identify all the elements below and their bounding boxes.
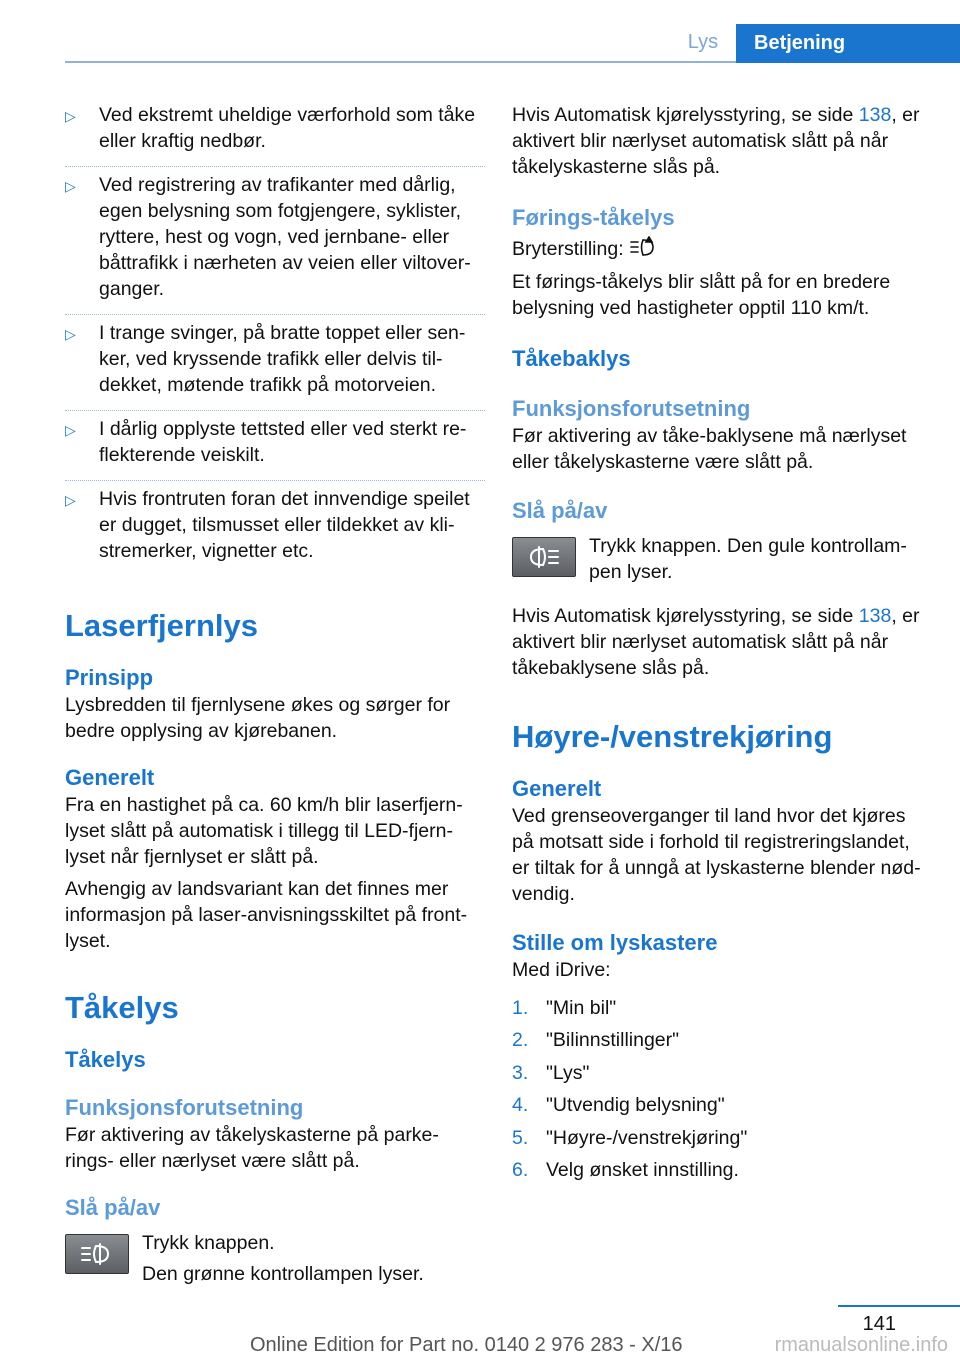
heading-funksjonsforutsetning: Funksjonsforutsetning (65, 1095, 304, 1120)
bryter-line: Bryterstilling: (512, 236, 932, 265)
rear-fog-button-text: Trykk knappen. Den gule kontrollam‐pen lyser. (589, 535, 907, 583)
forings-text: Et førings-tåkelys blir slått på for en bredere belysning ved hastigheter opptil 110 km/t. (512, 271, 891, 319)
footer-rule (838, 1305, 960, 1307)
heading-bak-funksjon: Funksjonsforutsetning (512, 396, 751, 421)
right-column (512, 102, 932, 1189)
list-item: ▷ Ved registrering av trafikanter med dårlig, egen belysning som fotgjengere, syklister, ryttere, hest og vogn, ved jernbane- eller båttrafikk i nærheten av veien eller viltover‐ganger. (65, 172, 485, 310)
list-item: 4. "Utvendig belysning" (512, 1094, 725, 1117)
heading-generelt: Generelt (65, 765, 155, 790)
hv-generelt-text: Ved grenseoverganger til land hvor det kjøres på motsatt side i forhold til registreringslandet, er tiltak for å unngå at lyskasterne blender nød‐vendig. (512, 805, 921, 905)
heading-takebaklys: Tåkebaklys (512, 346, 631, 371)
left-column (65, 102, 485, 1287)
list-item: ▷ I dårlig opplyste tettsted eller ved sterkt re‐flekterende veiskilt. (65, 416, 485, 476)
list-item: ▷ I trange svinger, på bratte toppet eller sen‐ker, ved kryssende trafikk eller delvis til‐dekket, møtende trafikk på motorveien. (65, 320, 485, 406)
triangle-bullet-icon: ▷ (65, 422, 76, 438)
heading-hv-generelt: Generelt (512, 776, 602, 801)
front-fog-button-text: Trykk knappen. Den grønne kontrollampen lyser. (142, 1232, 424, 1285)
heading-slaa-paa-av: Slå på/av (65, 1195, 161, 1220)
bak-funksjon-text: Før aktivering av tåke-baklysene må nærlyset eller tåkelyskasterne være slått på. (512, 425, 907, 473)
list-item: 1. "Min bil" (512, 997, 617, 1019)
rear-fog-light-icon (512, 537, 576, 577)
heading-hoyre-venstre: Høyre-/venstrekjøring (512, 719, 833, 754)
heading-stille-om: Stille om lyskastere (512, 930, 718, 955)
rear-fog-button-row (512, 533, 932, 585)
generelt-text-1: Fra en hastighet på ca. 60 km/h blir laserfjern‐lyset slått på automatisk i tillegg til LED-fjern‐lyset når fjernlyset er slått på. (65, 794, 463, 868)
list-item: 6. Velg ønsket innstilling. (512, 1158, 739, 1181)
heading-bak-slaa-paa-av: Slå på/av (512, 498, 608, 523)
page-link-138-b[interactable]: 138 (858, 605, 892, 627)
list-item: 3. "Lys" (512, 1061, 590, 1084)
subheading-takelys: Tåkelys (65, 1047, 146, 1072)
condition-bullet-list (65, 102, 485, 572)
watermark: rmanualsonline.info (774, 1334, 948, 1356)
triangle-bullet-icon: ▷ (65, 108, 76, 124)
heading-forings-takelys: Førings-tåkelys (512, 205, 675, 230)
heading-takelys: Tåkelys (65, 990, 179, 1025)
list-item: 2. "Bilinnstillinger" (512, 1029, 680, 1052)
auto-light-text-2: Hvis Automatisk kjørelysstyring, se side 138, er aktivert blir nærlyset automatisk slått på når tåkebaklysene slås på. (512, 605, 920, 679)
auto-light-text: Hvis Automatisk kjørelysstyring, se side 138, er aktivert blir nærlyset automatisk slått på når tåkelyskasterne slås på. (512, 104, 920, 178)
steps-list (512, 995, 932, 1183)
page-number: 141 (862, 1313, 896, 1335)
list-item: ▷ Ved ekstremt uheldige værforhold som tåke eller kraftig nedbør. (65, 102, 485, 162)
triangle-bullet-icon: ▷ (65, 326, 76, 342)
list-item: ▷ Hvis frontruten foran det innvendige speilet er dugget, tilsmusset eller tildekket av kli‐stremerker, vignetter etc. (65, 488, 470, 562)
tab-section: Lys (687, 31, 719, 53)
heading-prinsipp: Prinsipp (65, 665, 154, 690)
tab-chapter: Betjening (736, 24, 960, 63)
front-fog-light-icon (65, 1234, 129, 1274)
page-link-138[interactable]: 138 (858, 104, 892, 126)
guide-fog-light-icon (629, 236, 659, 265)
edition-footer: Online Edition for Part no. 0140 2 976 283 - X/16 (250, 1334, 683, 1356)
prinsipp-text: Lysbredden til fjernlysene økes og sørger for bedre opplysing av kjørebanen. (65, 694, 451, 742)
heading-laserfjernlys: Laserfjernlys (65, 608, 258, 643)
triangle-bullet-icon: ▷ (65, 492, 76, 508)
funksjon-text: Før aktivering av tåkelyskasterne på parke‐rings- eller nærlyset være slått på. (65, 1124, 439, 1172)
front-fog-button-row (65, 1230, 485, 1287)
idrive-label: Med iDrive: (512, 959, 611, 981)
generelt-text-2: Avhengig av landsvariant kan det finnes mer informasjon på laser-anvisningsskiltet på front‐lyset. (65, 878, 468, 952)
triangle-bullet-icon: ▷ (65, 178, 76, 194)
list-item: 5. "Høyre-/venstrekjøring" (512, 1126, 748, 1149)
